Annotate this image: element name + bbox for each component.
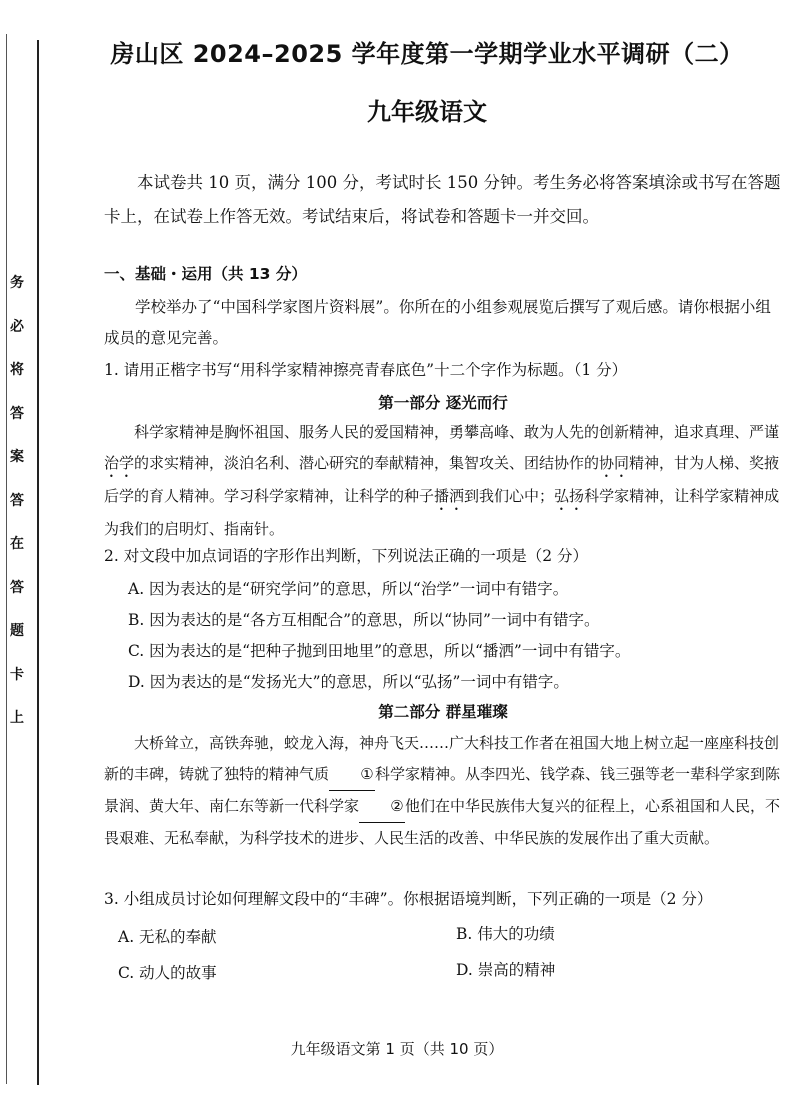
question-2-stem: 2. 对文段中加点词语的字形作出判断，下列说法正确的一项是（2 分） <box>104 547 589 565</box>
margin-char: 卡 <box>10 666 24 683</box>
passage-text: 到我们心中； <box>464 487 555 505</box>
exam-title: 房山区 2024–2025 学年度第一学期学业水平调研（二） <box>110 40 744 68</box>
margin-char: 上 <box>10 710 24 726</box>
fill-blank-1: ① <box>329 759 375 791</box>
margin-char: 务 <box>10 275 24 291</box>
question-2-option-b: B. 因为表达的是“各方互相配合”的意思，所以“协同”一词中有错字。 <box>128 611 600 629</box>
part2-passage <box>104 728 784 854</box>
section-heading: 一、基础・运用（共 13 分） <box>104 265 307 283</box>
question-3-option-d: D. 崇高的精神 <box>456 961 556 979</box>
margin-char: 案 <box>10 449 24 465</box>
section-lead: 学校举办了“中国科学家图片资料展”。你所在的小组参观展览后撰写了观后感。请你根据小组成员的意见完善。 <box>104 298 771 347</box>
question-3-option-a: A. 无私的奉献 <box>118 928 217 946</box>
question-2-option-a: A. 因为表达的是“研究学问”的意思，所以“治学”一词中有错字。 <box>128 580 569 598</box>
margin-char: 答 <box>10 492 24 509</box>
exam-subtitle: 九年级语文 <box>367 98 487 126</box>
part1-title: 第一部分 逐光而行 <box>378 394 508 412</box>
margin-char: 将 <box>10 362 24 378</box>
question-3-option-c: C. 动人的故事 <box>118 964 217 982</box>
dotted-word: 弘扬 <box>554 487 585 505</box>
fill-blank-2: ② <box>359 791 405 823</box>
margin-char: 答 <box>10 405 24 422</box>
dotted-word: 播洒 <box>434 487 465 505</box>
passage-text: 他们在中华民族伟大复兴的征程上，心系祖国和人民，不畏艰难、无私奉献，为科学技术的进步、人民生活的改善、中华民族的发展作出了重大贡献。 <box>104 797 781 847</box>
margin-notice <box>6 272 28 751</box>
margin-char: 必 <box>10 318 24 335</box>
margin-char: 答 <box>10 579 24 596</box>
passage-text: 大桥耸立，高铁奔驰，蛟龙入海，神舟飞天……广大科技工作者在祖国大地上树立起一座座科技创新的丰碑，铸就了独特的精神气质 <box>104 734 780 783</box>
part2-title: 第二部分 群星璀璨 <box>378 703 508 721</box>
question-2-option-c: C. 因为表达的是“把种子抛到田地里”的意思，所以“播洒”一词中有错字。 <box>128 642 631 660</box>
passage-text: 的求实精神，淡泊名利、潜心研究的奉献精神，集智攻关、团结协作的 <box>134 454 600 472</box>
part1-passage <box>104 417 784 545</box>
question-1: 1. 请用正楷字书写“用科学家精神擦亮青春底色”十二个字作为标题。（1 分） <box>104 361 628 379</box>
passage-text: 科学家精神。从李四光、钱学森、钱三强等老一辈科学家到陈景润、黄大年、南仁东等新一代科学家 <box>104 765 781 815</box>
margin-char: 在 <box>10 536 24 552</box>
passage-text: 科学家精神，让科学家精神成为我们的启明灯、指南针。 <box>104 487 780 538</box>
dotted-word: 协同 <box>599 454 630 472</box>
question-2-option-d: D. 因为表达的是“发扬光大”的意思，所以“弘扬”一词中有错字。 <box>128 673 569 691</box>
page-footer: 九年级语文第 1 页（共 10 页） <box>290 1040 504 1058</box>
passage-text: 精神，甘为人梯、奖掖后学的育人精神。学习科学家精神，让科学的种子 <box>104 454 780 505</box>
question-3-stem: 3. 小组成员讨论如何理解文段中的“丰碑”。你根据语境判断，下列正确的一项是（2 分） <box>104 890 713 908</box>
dotted-word: 治学 <box>104 454 135 472</box>
margin-char: 题 <box>10 623 24 639</box>
exam-instructions: 本试卷共 10 页，满分 100 分，考试时长 150 分钟。考生务必将答案填涂或书写在答题卡上，在试卷上作答无效。考试结束后，将试卷和答题卡一并交回。 <box>104 173 781 226</box>
question-3-option-b: B. 伟大的功绩 <box>456 925 555 943</box>
passage-text: 科学家精神是胸怀祖国、服务人民的爱国精神，勇攀高峰、敢为人先的创新精神，追求真理、严谨 <box>134 423 780 441</box>
margin-rule <box>37 40 39 1085</box>
